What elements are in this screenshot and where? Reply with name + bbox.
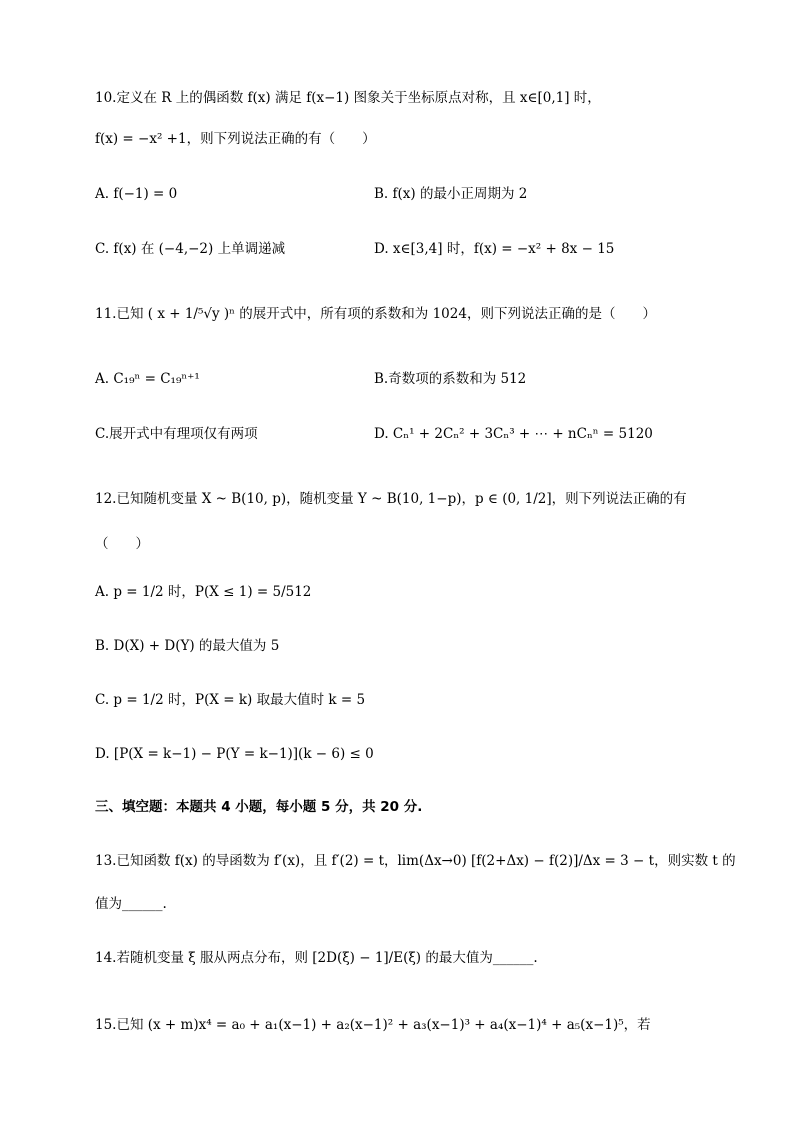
q12-stem-line1: 12.已知随机变量 X ~ B(10, p)，随机变量 Y ~ B(10, 1−p)，p ∈ (0, 1/2]，则下列说法正确的有 (95, 491, 687, 507)
q12-stem-line2: （ ） (95, 536, 149, 552)
q10-stem-line2: f(x) = −x² +1，则下列说法正确的有（ ） (95, 131, 376, 147)
q10-option-c: C. f(x) 在 (−4,−2) 上单调递减 (95, 241, 286, 257)
q13-line2: 值为______. (95, 896, 167, 912)
q11-option-b: B.奇数项的系数和为 512 (374, 371, 527, 387)
q11-stem: 11.已知 ( x + 1/⁵√y )ⁿ 的展开式中，所有项的系数和为 1024，则下列说法正确的是（ ） (95, 306, 656, 322)
q10-option-a: A. f(−1) = 0 (95, 186, 178, 202)
q11-option-a: A. C₁₉ⁿ = C₁₉ⁿ⁺¹ (95, 371, 200, 387)
q14-line1: 14.若随机变量 ξ 服从两点分布，则 [2D(ξ) − 1]/E(ξ) 的最大值为______. (95, 950, 538, 966)
q12-option-c: C. p = 1/2 时，P(X = k) 取最大值时 k = 5 (95, 692, 366, 708)
q10-option-b: B. f(x) 的最小正周期为 2 (374, 186, 528, 202)
q15-line1: 15.已知 (x + m)x⁴ = a₀ + a₁(x−1) + a₂(x−1)² + a₃(x−1)³ + a₄(x−1)⁴ + a₅(x−1)⁵，若 (95, 1017, 651, 1033)
q13-line1: 13.已知函数 f(x) 的导函数为 f′(x)，且 f′(2) = t，lim(Δx→0) [f(2+Δx) − f(2)]/Δx = 3 − t，则实数 t 的 (95, 853, 736, 869)
q12-option-b: B. D(X) + D(Y) 的最大值为 5 (95, 638, 280, 654)
q12-option-d: D. [P(X = k−1) − P(Y = k−1)](k − 6) ≤ 0 (95, 746, 374, 762)
q12-option-a: A. p = 1/2 时，P(X ≤ 1) = 5/512 (95, 584, 312, 600)
q10-stem-line1: 10.定义在 R 上的偶函数 f(x) 满足 f(x−1) 图象关于坐标原点对称，且 x∈[0,1] 时， (95, 90, 601, 106)
q11-option-c: C.展开式中有理项仅有两项 (95, 426, 258, 442)
q10-option-d: D. x∈[3,4] 时，f(x) = −x² + 8x − 15 (374, 241, 615, 257)
section3-heading: 三、填空题：本题共 4 小题，每小题 5 分，共 20 分. (95, 799, 423, 815)
q11-option-d: D. Cₙ¹ + 2Cₙ² + 3Cₙ³ + ⋯ + nCₙⁿ = 5120 (374, 426, 653, 442)
